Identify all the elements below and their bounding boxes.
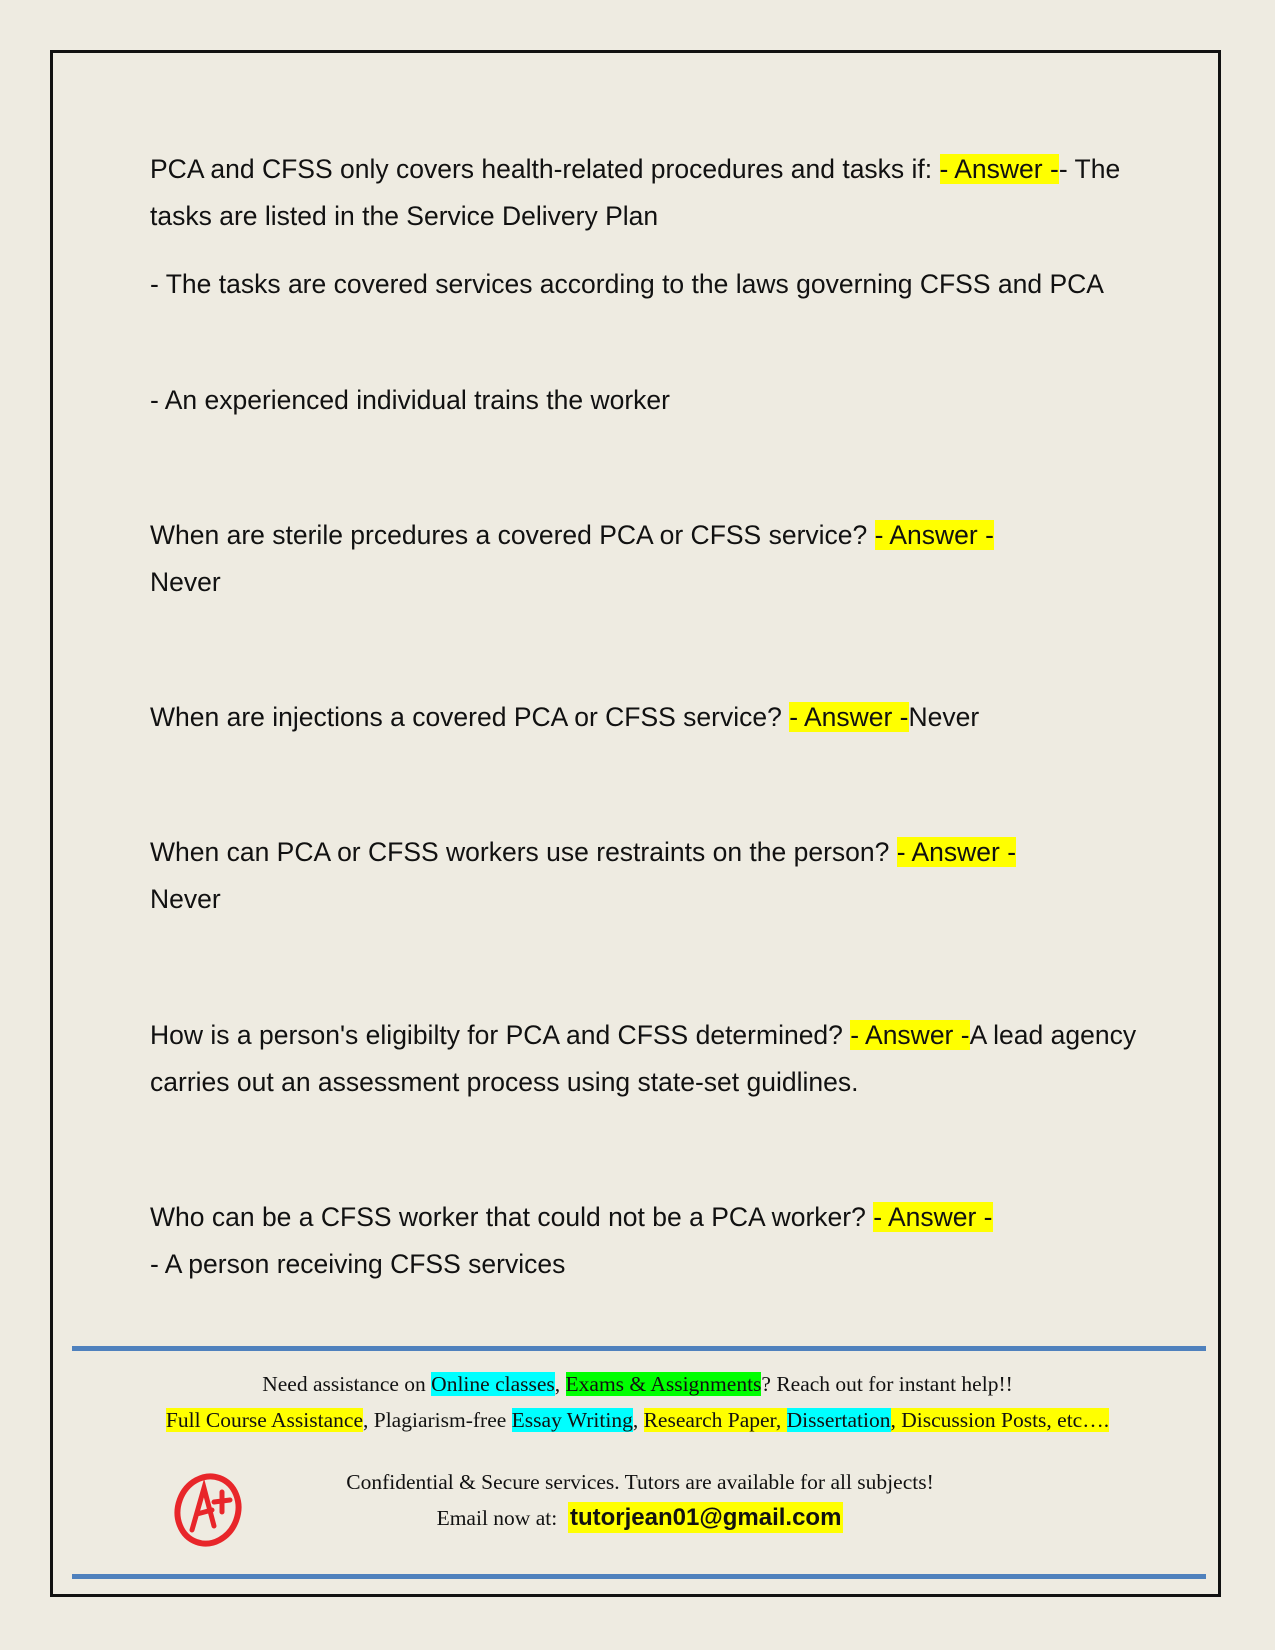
qa-item-5 <box>150 1012 1150 1106</box>
question-text: When are injections a covered PCA or CFSS service? <box>150 702 782 732</box>
footer-bottom-rule <box>72 1574 1206 1579</box>
answer-text: - The tasks are listed in the Service Delivery Plan <box>150 154 1121 231</box>
answer-label: - Answer - <box>850 1020 970 1050</box>
question-text: When can PCA or CFSS workers use restraints on the person? <box>150 837 890 867</box>
answer-label: - Answer - <box>896 837 1017 867</box>
answer-text: Never <box>150 567 221 597</box>
qa-item-6 <box>150 1194 1125 1288</box>
a-plus-logo-icon <box>170 1468 250 1552</box>
answer-label: - Answer - <box>789 702 909 732</box>
footer-line-1: Need assistance on Online classes, Exams & Assignments? Reach out for instant help!! <box>262 1372 1013 1396</box>
answer-text: Never <box>908 702 980 732</box>
qa-item-4 <box>150 829 1125 923</box>
qa-item-1 <box>150 146 1125 240</box>
question-text: Who can be a CFSS worker that could not be a PCA worker? <box>150 1202 866 1232</box>
question-text: How is a person's eligibilty for PCA and CFSS determined? <box>150 1020 843 1050</box>
question-text: When are sterile prcedures a covered PCA or CFSS service? <box>150 520 868 550</box>
answer-text: Never <box>150 884 221 914</box>
answer-label: - Answer - <box>939 154 1059 184</box>
footer-line-2: Full Course Assistance, Plagiarism-free Essay Writing, Research Paper, Dissertation, Discussion Posts, etc…. <box>165 1408 1110 1432</box>
answer-label: - Answer - <box>873 1202 993 1232</box>
qa-item-2 <box>150 512 1125 606</box>
footer-line-3: Confidential & Secure services. Tutors are available for all subjects! <box>346 1470 934 1494</box>
answer-label: - Answer - <box>874 520 994 550</box>
answer-text: - A person receiving CFSS services <box>150 1249 566 1279</box>
footer-email-line: Email now at: tutorjean01@gmail.com <box>436 1504 842 1531</box>
answer-text: A lead agency carries out an assessment process using state-set guidlines. <box>150 1020 1137 1097</box>
email-link[interactable]: tutorjean01@gmail.com <box>569 1504 842 1531</box>
qa-item-1-extra-2: - An experienced individual trains the worker <box>150 385 670 415</box>
footer-top-rule <box>72 1346 1206 1351</box>
qa-item-1-extra-1: - The tasks are covered services according to the laws governing CFSS and PCA <box>150 269 1104 299</box>
qa-item-3 <box>150 694 1125 741</box>
question-text: PCA and CFSS only covers health-related procedures and tasks if: <box>150 154 933 184</box>
